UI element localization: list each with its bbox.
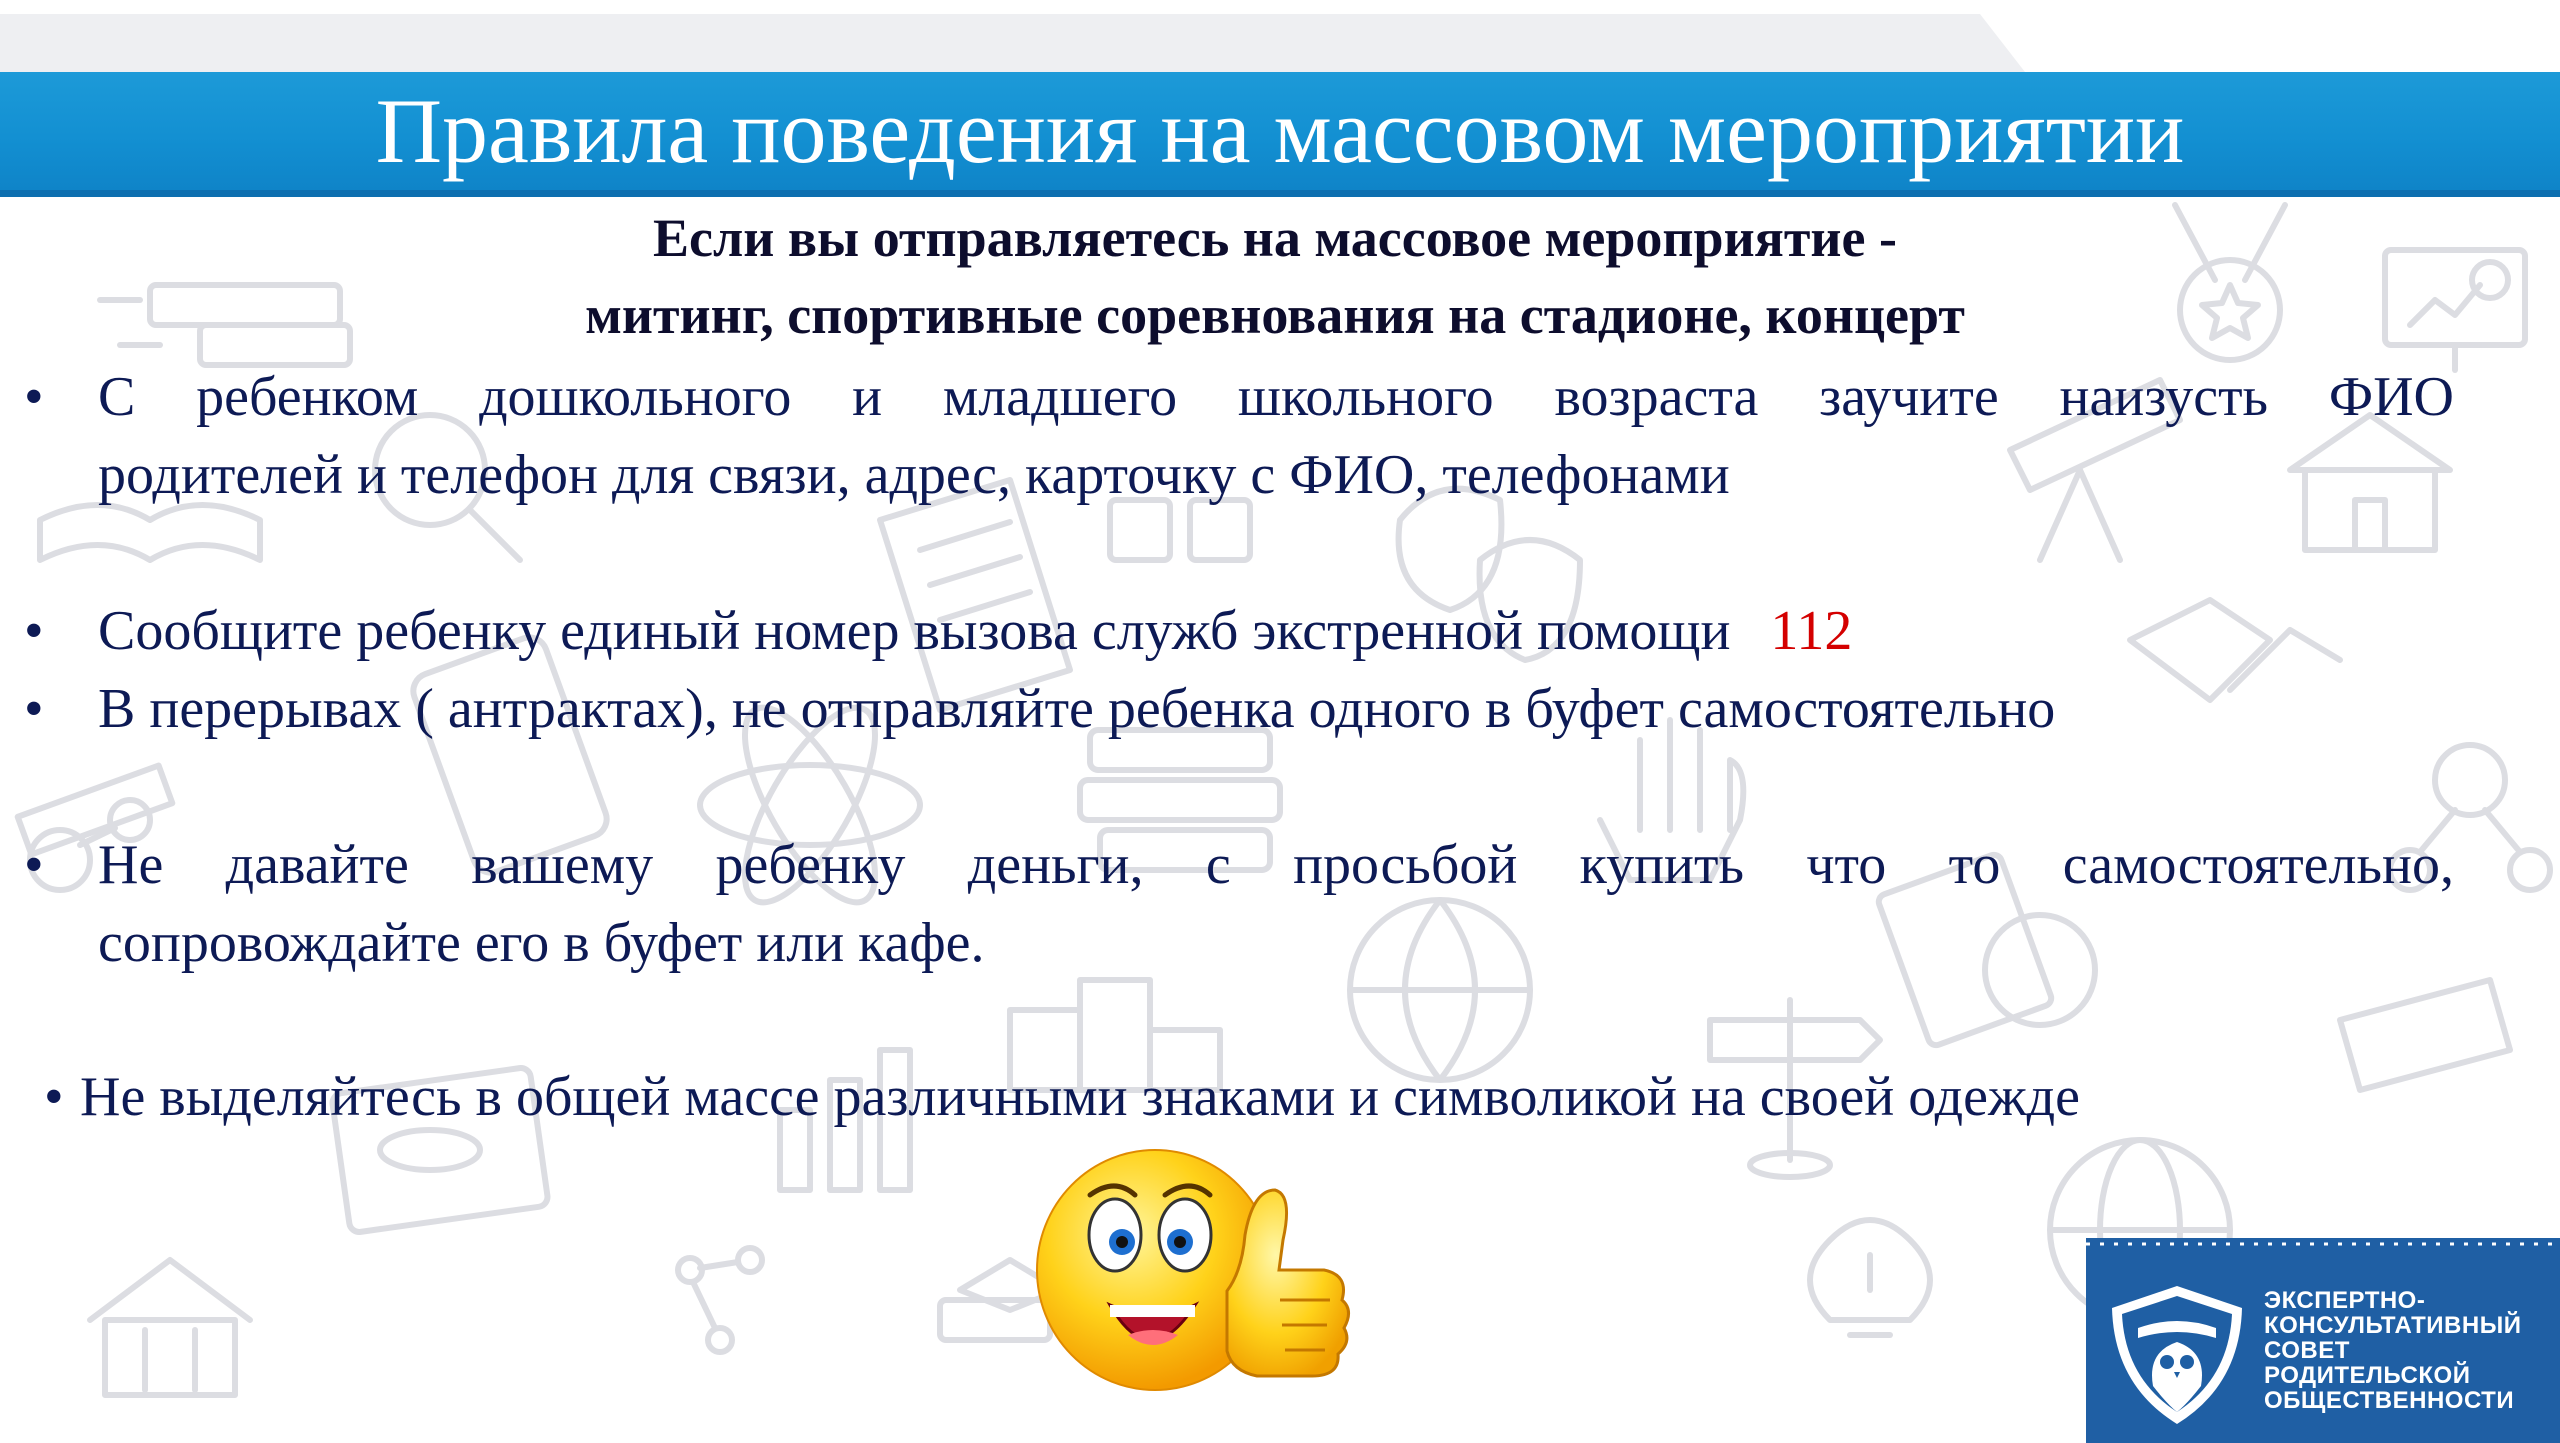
bullet-marker: • xyxy=(24,678,44,740)
bullet-2-text: Сообщите ребенку единый номер вызова служб экстренной помощи xyxy=(98,600,1731,662)
logo-dotted-border xyxy=(2086,1238,2560,1258)
logo-text-line: РОДИТЕЛЬСКОЙ xyxy=(2264,1362,2471,1389)
bullet-3-text: В перерывах ( антрактах), не отправляйте ребенка одного в буфет самостоятельно xyxy=(98,678,2056,740)
logo-text xyxy=(2264,1288,2554,1413)
bullet-5-text: Не выделяйтесь в общей массе различными знаками и символикой на своей одежде xyxy=(80,1066,2080,1128)
bullet-marker: • xyxy=(24,600,44,662)
logo-text-line: КОНСУЛЬТАТИВНЫЙ xyxy=(2264,1312,2522,1339)
bullet-marker: • xyxy=(44,1066,64,1128)
slide-title: Правила поведения на массовом мероприятии xyxy=(375,80,2185,182)
logo-text-line: СОВЕТ xyxy=(2264,1337,2350,1364)
bullet-4-line-2: сопровождайте его в буфет или кафе. xyxy=(98,912,985,974)
logo-text-line: ОБЩЕСТВЕННОСТИ xyxy=(2264,1387,2515,1414)
bullet-1-line-1: С ребенком дошкольного и младшего школьного возраста заучите наизусть ФИО xyxy=(98,366,2454,428)
subtitle-line-1: Если вы отправляетесь на массовое мероприятие - xyxy=(652,208,1897,268)
emergency-number: 112 xyxy=(1770,600,1853,662)
bullet-marker: • xyxy=(24,366,44,428)
smiley-thumbs-up-icon xyxy=(1030,1140,1370,1400)
bullet-1-line-2: родителей и телефон для связи, адрес, карточку с ФИО, телефонами xyxy=(98,444,1730,506)
logo-text-line: ЭКСПЕРТНО- xyxy=(2264,1287,2426,1314)
bullet-marker: • xyxy=(24,834,44,896)
subtitle-line-2: митинг, спортивные соревнования на стадионе, концерт xyxy=(585,285,1965,345)
owl-emblem-icon xyxy=(2102,1280,2252,1430)
organization-logo xyxy=(2086,1238,2560,1443)
bullet-4-line-1: Не давайте вашему ребенку деньги, с просьбой купить что то самостоятельно, xyxy=(98,834,2454,896)
